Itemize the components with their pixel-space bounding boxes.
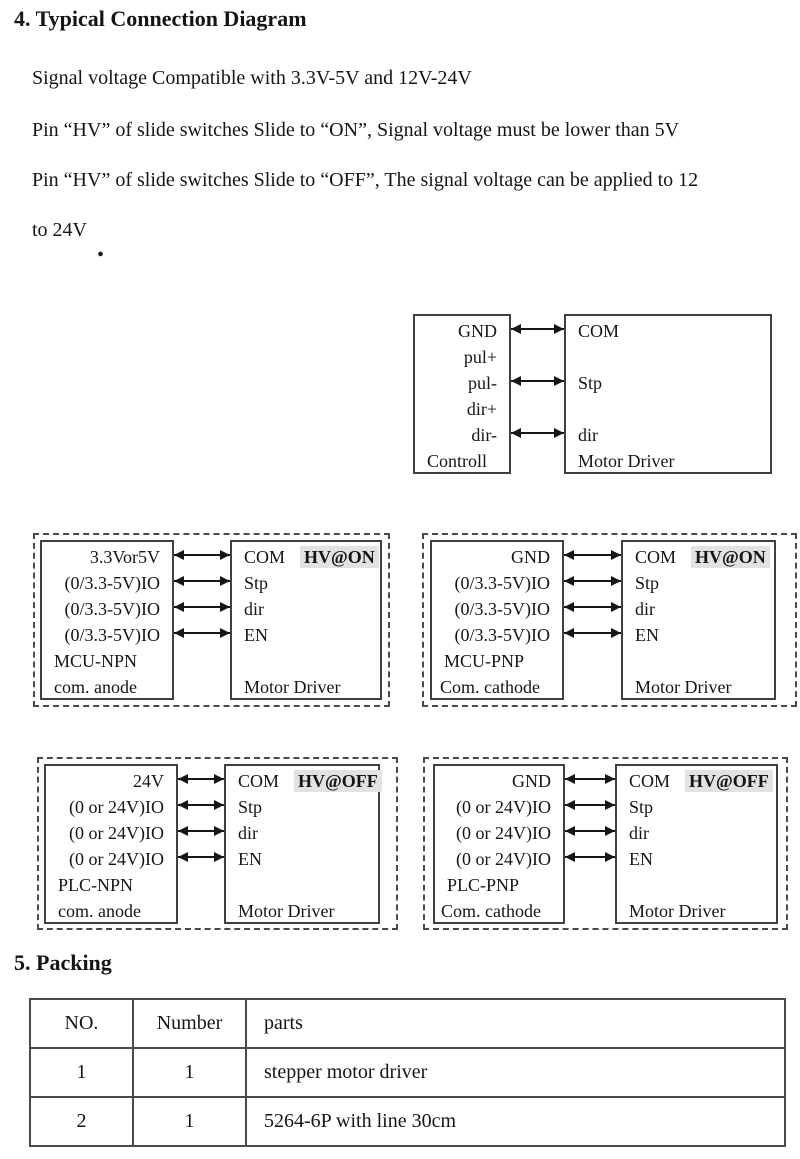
pin-label-pul-minus: pul- [468, 373, 497, 393]
common-label: com. anode [54, 677, 137, 697]
pin-label-com: COM [629, 771, 671, 791]
motor-driver-label: Motor Driver [578, 451, 675, 471]
bullet-dot: . [97, 232, 104, 263]
device-type-label: MCU-NPN [54, 651, 138, 671]
common-label: Com. cathode [441, 901, 541, 921]
pin-label-dir: dir [238, 823, 258, 843]
motor-driver-label: Motor Driver [635, 677, 732, 697]
double-arrow [174, 580, 230, 582]
device-type-label: PLC-NPN [58, 875, 134, 895]
common-label: Com. cathode [440, 677, 540, 697]
double-arrow [178, 830, 224, 832]
double-arrow [511, 380, 564, 382]
table-row [30, 1097, 785, 1146]
pin-label-com: COM [244, 547, 286, 567]
pin-label: GND [512, 771, 551, 791]
section4-title: 4. Typical Connection Diagram [14, 6, 307, 31]
double-arrow [511, 328, 564, 330]
pin-label: 3.3Vor5V [89, 547, 160, 567]
double-arrow [565, 830, 615, 832]
double-arrow [564, 632, 621, 634]
double-arrow [174, 554, 230, 556]
motor-driver-box [621, 540, 776, 700]
double-arrow [511, 432, 564, 434]
pin-label-dir: dir [578, 425, 598, 445]
hv-badge: HV@ON [300, 546, 379, 568]
double-arrow [174, 632, 230, 634]
pin-label: (0 or 24V)IO [69, 849, 164, 869]
pin-label-pul-plus: pul+ [463, 347, 497, 367]
hv-badge: HV@OFF [294, 770, 382, 792]
pin-label: (0 or 24V)IO [456, 797, 551, 817]
controller-box [413, 314, 511, 474]
pin-label: (0/3.3-5V)IO [64, 573, 160, 593]
cell-no: 1 [30, 1048, 133, 1097]
pin-label: (0 or 24V)IO [456, 823, 551, 843]
double-arrow [565, 804, 615, 806]
pin-label-stp: Stp [238, 797, 263, 817]
double-arrow [564, 554, 621, 556]
cell-no: 2 [30, 1097, 133, 1146]
pin-label: GND [511, 547, 550, 567]
pin-label-en: EN [635, 625, 659, 645]
motor-driver-label: Motor Driver [238, 901, 335, 921]
mcu-npn-box [40, 540, 174, 700]
packing-table [29, 998, 786, 1147]
paragraph-hv-off: Pin “HV” of slide switches Slide to “OFF”, The signal voltage can be applied to 12 [32, 169, 699, 191]
pin-label: (0 or 24V)IO [69, 823, 164, 843]
pin-label-com: COM [238, 771, 280, 791]
pin-label-dir-minus: dir- [471, 425, 497, 445]
hv-badge: HV@ON [691, 546, 770, 568]
pin-label-stp: Stp [635, 573, 660, 593]
double-arrow [564, 580, 621, 582]
paragraph-to-24v: to 24V [32, 219, 87, 241]
plc-pnp-box [433, 764, 565, 924]
pin-label: (0/3.3-5V)IO [454, 573, 550, 593]
pin-label-stp: Stp [629, 797, 654, 817]
double-arrow [564, 606, 621, 608]
header-number: Number [133, 999, 246, 1048]
pin-label: (0 or 24V)IO [456, 849, 551, 869]
pin-label: (0/3.3-5V)IO [454, 625, 550, 645]
pin-label: (0/3.3-5V)IO [64, 599, 160, 619]
header-parts: parts [246, 999, 785, 1048]
pin-label-dir-plus: dir+ [466, 399, 497, 419]
motor-driver-label: Motor Driver [629, 901, 726, 921]
controller-label: Controll [427, 451, 488, 471]
pin-label-stp: Stp [578, 373, 603, 393]
pin-label-com: COM [635, 547, 677, 567]
cell-parts: 5264-6P with line 30cm [246, 1097, 785, 1146]
double-arrow [178, 778, 224, 780]
diagram-plc-pnp [423, 757, 788, 930]
pin-label: (0/3.3-5V)IO [454, 599, 550, 619]
hv-badge: HV@OFF [685, 770, 773, 792]
diagram-mcu-npn [33, 533, 390, 707]
device-type-label: MCU-PNP [444, 651, 525, 671]
pin-label-stp: Stp [244, 573, 269, 593]
pin-label-en: EN [244, 625, 268, 645]
double-arrow [565, 856, 615, 858]
motor-driver-box [224, 764, 380, 924]
pin-label: 24V [133, 771, 164, 791]
plc-npn-box [44, 764, 178, 924]
section5-title: 5. Packing [14, 950, 112, 975]
diagram-mcu-pnp [422, 533, 797, 707]
paragraph-hv-on: Pin “HV” of slide switches Slide to “ON”, Signal voltage must be lower than 5V [32, 119, 680, 141]
pin-label-en: EN [629, 849, 653, 869]
pin-label-dir: dir [635, 599, 655, 619]
pin-label-gnd: GND [458, 321, 497, 341]
pin-label-dir: dir [244, 599, 264, 619]
pin-label-en: EN [238, 849, 262, 869]
diagram-plc-npn [37, 757, 398, 930]
double-arrow [178, 804, 224, 806]
double-arrow [178, 856, 224, 858]
device-type-label: PLC-PNP [447, 875, 520, 895]
motor-driver-box [615, 764, 778, 924]
cell-number: 1 [133, 1048, 246, 1097]
table-row [30, 1048, 785, 1097]
cell-number: 1 [133, 1097, 246, 1146]
double-arrow [174, 606, 230, 608]
table-header-row [30, 999, 785, 1048]
motor-driver-box [230, 540, 382, 700]
header-no: NO. [30, 999, 133, 1048]
cell-parts: stepper motor driver [246, 1048, 785, 1097]
motor-driver-label: Motor Driver [244, 677, 341, 697]
double-arrow [565, 778, 615, 780]
mcu-pnp-box [430, 540, 564, 700]
common-label: com. anode [58, 901, 141, 921]
motor-driver-box [564, 314, 772, 474]
pin-label: (0 or 24V)IO [69, 797, 164, 817]
paragraph-signal-voltage: Signal voltage Compatible with 3.3V-5V and 12V-24V [32, 67, 472, 89]
pin-label: (0/3.3-5V)IO [64, 625, 160, 645]
pin-label-com: COM [578, 321, 620, 341]
pin-label-dir: dir [629, 823, 649, 843]
